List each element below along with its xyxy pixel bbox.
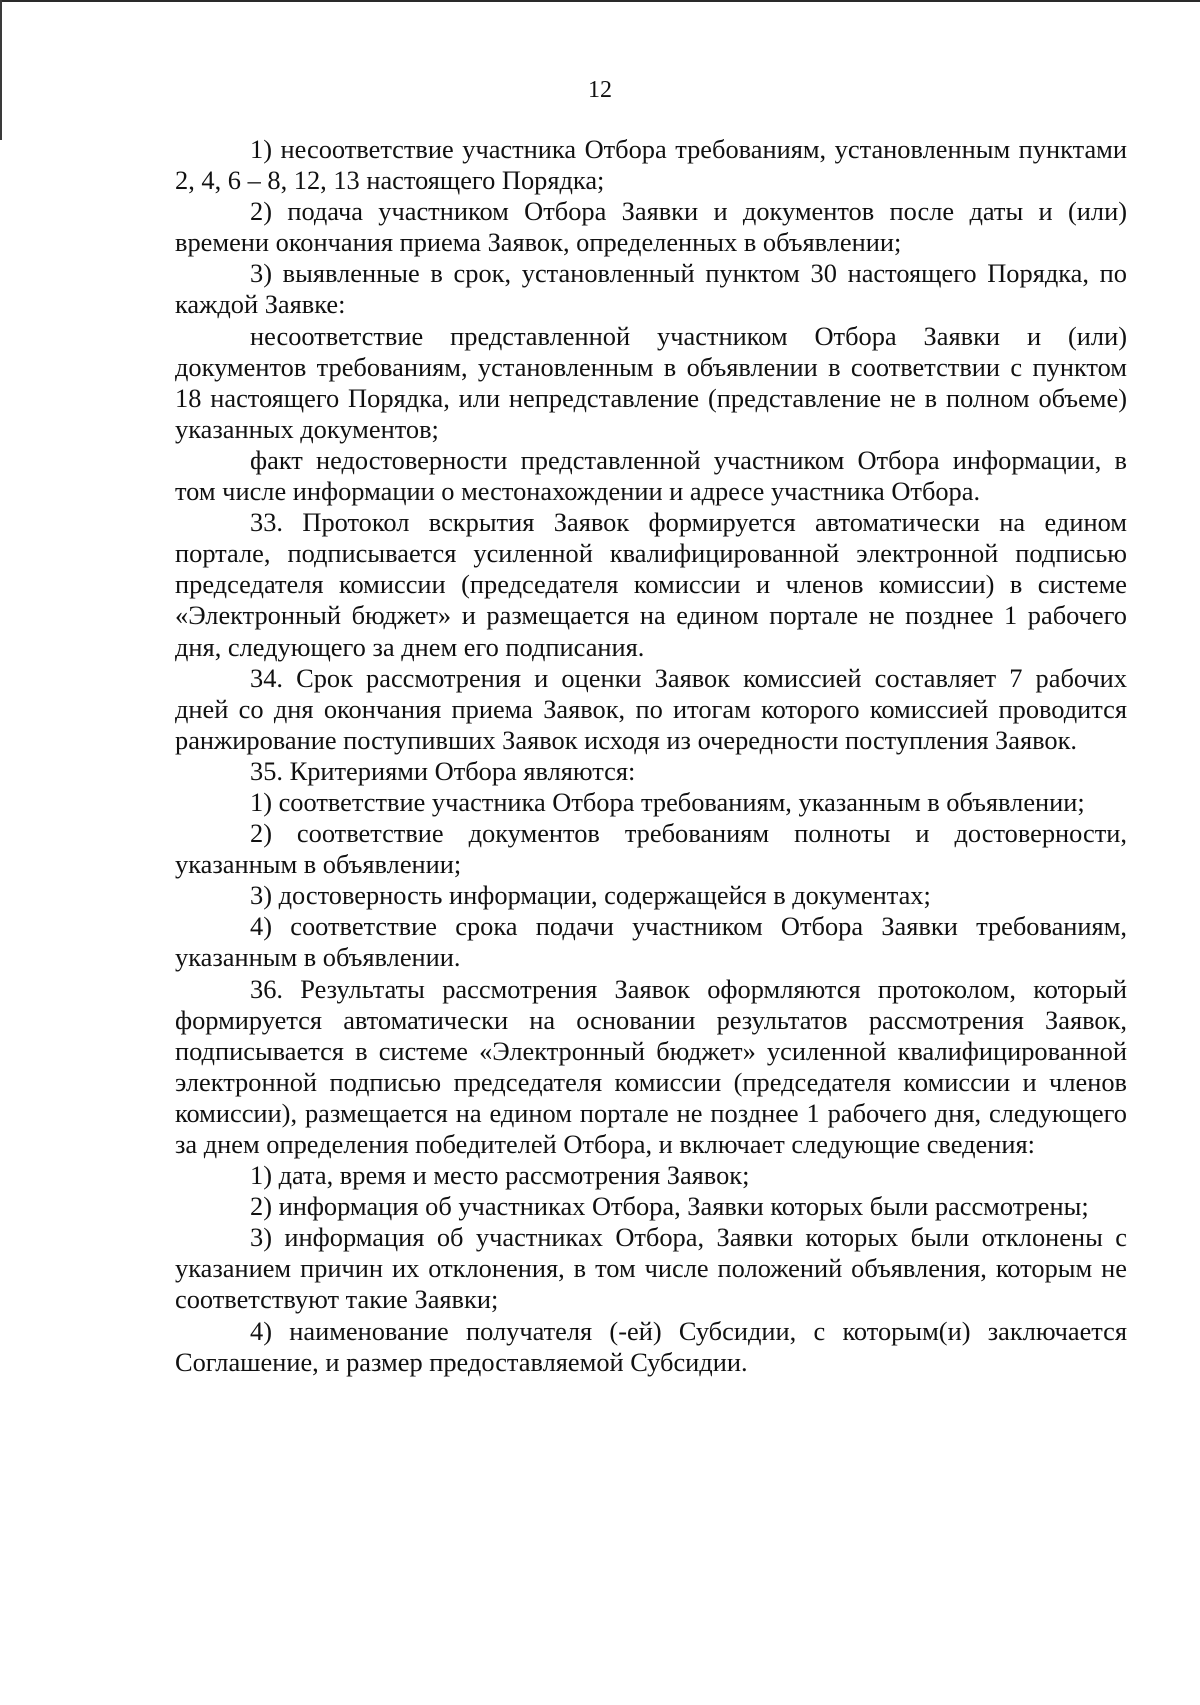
paragraph: 4) соответствие срока подачи участником Отбора Заявки требованиям, указанным в объявлении. xyxy=(175,911,1127,973)
paragraph: 34. Срок рассмотрения и оценки Заявок комиссией составляет 7 рабочих дней со дня окончания приема Заявок, по итогам которого комиссией проводится ранжирование поступивших Заявок исходя из очередности поступления Заявок. xyxy=(175,662,1127,755)
paragraph: 33. Протокол вскрытия Заявок формируется автоматически на едином портале, подписывается усиленной квалифицированной электронной подписью председателя комиссии (председателя комиссии и членов комиссии) в системе «Электронный бюджет» и размещается на едином портале не позднее 1 рабочего дня, следующего за днем его подписания. xyxy=(175,507,1127,662)
page-number: 12 xyxy=(588,77,612,103)
paragraph: 3) информация об участниках Отбора, Заявки которых были отклонены с указанием причин их отклонения, в том числе положений объявления, которым не соответствуют такие Заявки; xyxy=(175,1222,1127,1315)
paragraph: факт недостоверности представленной участником Отбора информации, в том числе информации о местонахождении и адресе участника Отбора. xyxy=(175,444,1127,507)
paragraph: 1) соответствие участника Отбора требованиям, указанным в объявлении; xyxy=(250,786,1085,817)
paragraph: 35. Критериями Отбора являются: xyxy=(250,755,636,786)
paragraph: 1) дата, время и место рассмотрения Заявок; xyxy=(250,1160,750,1191)
scan-edge-top xyxy=(0,0,1200,2)
paragraph: 3) выявленные в срок, установленный пунктом 30 настоящего Порядка, по каждой Заявке: xyxy=(175,258,1127,320)
paragraph: 36. Результаты рассмотрения Заявок оформляются протоколом, который формируется автоматически на основании результатов рассмотрения Заявок, подписывается в системе «Электронный бюджет» усиленной квалифицированной электронной подписью председателя комиссии (председателя комиссии и членов комиссии), размещается на едином портале не позднее 1 рабочего дня, следующего за днем определения победителей Отбора, и включает следующие сведения: xyxy=(175,973,1127,1159)
paragraph: 4) наименование получателя (-ей) Субсидии, с которым(и) заключается Соглашение, и размер предоставляемой Субсидии. xyxy=(175,1315,1127,1377)
body-text xyxy=(175,134,1127,1378)
paragraph: несоответствие представленной участником Отбора Заявки и (или) документов требованиям, установленным в объявлении в соответствии с пунктом 18 настоящего Порядка, или непредставление (представление не в полном объеме) указанных документов; xyxy=(175,320,1127,444)
paragraph: 3) достоверность информации, содержащейся в документах; xyxy=(250,880,931,911)
paragraph: 2) подача участником Отбора Заявки и документов после даты и (или) времени окончания приема Заявок, определенных в объявлении; xyxy=(175,196,1127,258)
scan-edge-left xyxy=(0,0,2,140)
paragraph: 1) несоответствие участника Отбора требованиям, установленным пунктами 2, 4, 6 – 8, 12, 13 настоящего Порядка; xyxy=(175,134,1127,196)
paragraph: 2) соответствие документов требованиям полноты и достоверности, указанным в объявлении; xyxy=(175,818,1127,880)
paragraph: 2) информация об участниках Отбора, Заявки которых были рассмотрены; xyxy=(250,1191,1089,1222)
